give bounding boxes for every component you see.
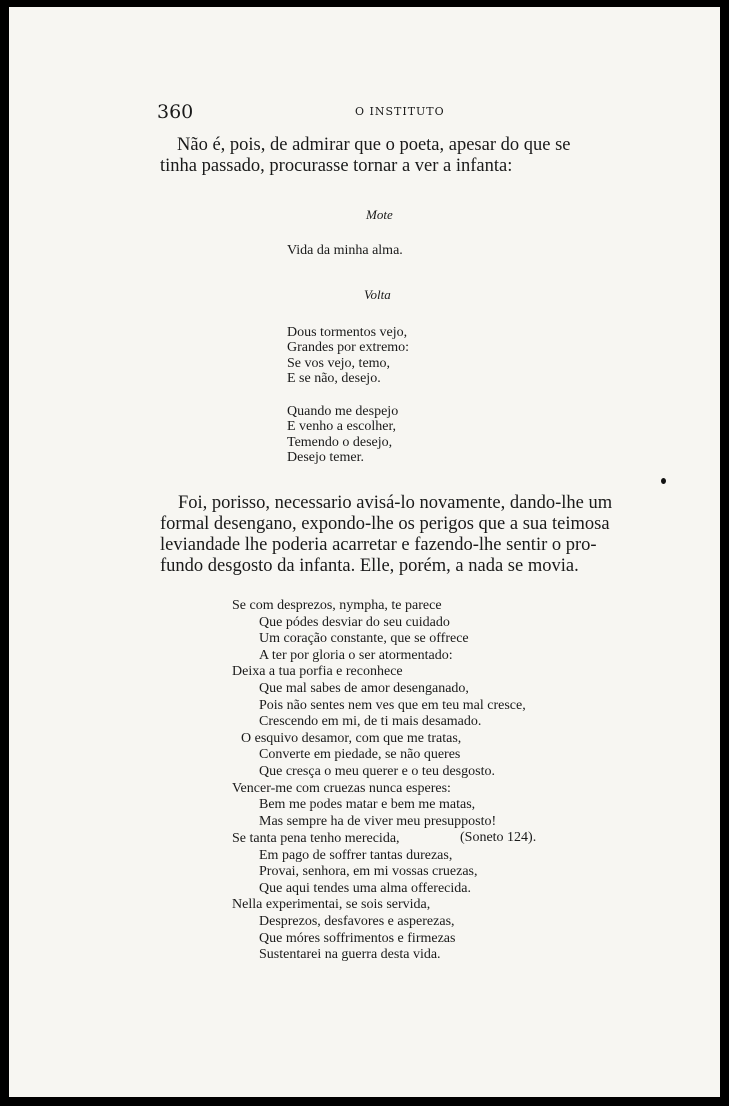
- poem-line: Mas sempre ha de viver meu presupposto!: [259, 813, 497, 829]
- verse-line: Desejo temer.: [287, 449, 364, 465]
- mote-label: Mote: [366, 207, 393, 222]
- poem-line: Nella experimentai, se sois servida,: [232, 897, 431, 913]
- poem-line: Desprezos, desfavores e asperezas,: [259, 913, 455, 929]
- body-paragraph: [160, 493, 612, 577]
- volta-stanza-2: [287, 404, 398, 465]
- text-line: tinha passado, procurasse tornar a ver a infanta:: [160, 156, 513, 176]
- book-page: [9, 7, 720, 1097]
- poem-line: Bem me podes matar e bem me matas,: [259, 797, 476, 813]
- poem-line: Crescendo em mi, de ti mais desamado.: [259, 714, 482, 730]
- verse-line: Temendo o desejo,: [287, 434, 393, 450]
- poem-line: O esquivo desamor, com que me tratas,: [241, 730, 462, 746]
- verse-line: Grandes por extremo:: [287, 340, 410, 356]
- poem-line: Provai, senhora, em mi vossas cruezas,: [259, 864, 478, 880]
- poem-line: A ter por gloria o ser atormentado:: [259, 647, 453, 663]
- text-line: Foi, porisso, necessario avisá-lo novamente, dando-lhe um: [178, 493, 613, 513]
- verse-line: Se vos vejo, temo,: [287, 355, 391, 371]
- verse-line: E se não, desejo.: [287, 370, 381, 386]
- soneto-reference: (Soneto 124).: [460, 830, 537, 846]
- poem-line: Em pago de soffrer tantas durezas,: [259, 847, 453, 863]
- intro-paragraph: [160, 135, 571, 177]
- soneto-poem: [232, 598, 536, 847]
- poem-line: Que cresça o meu querer e o teu desgosto.: [259, 763, 495, 779]
- poem-line: Que aqui tendes uma alma offerecida.: [259, 880, 471, 896]
- poem-line: Se tanta pena tenho merecida,: [232, 831, 400, 846]
- text-line: formal desengano, expondo-lhe os perigos que a sua teimosa: [160, 514, 610, 534]
- poem-line: Que móres soffrimentos e firmezas: [259, 930, 456, 946]
- poem-line: Um coração constante, que se offrece: [259, 631, 469, 647]
- poem-line: Deixa a tua porfia e reconhece: [232, 664, 403, 680]
- volta-stanza-1: [287, 325, 409, 386]
- ink-speck: [661, 478, 666, 484]
- text-line: Não é, pois, de admirar que o poeta, apesar do que se: [177, 135, 571, 155]
- poem-line: Pois não sentes nem ves que em teu mal cresce,: [259, 697, 526, 713]
- running-title: O INSTITUTO: [355, 105, 445, 118]
- text-line: fundo desgosto da infanta. Elle, porém, a nada se movia.: [160, 556, 579, 576]
- poem-line: Converte em piedade, se não queres: [259, 747, 461, 763]
- poem-line: Que mal sabes de amor desenganado,: [259, 680, 469, 696]
- page-number: 360: [157, 101, 194, 123]
- verse-line: Dous tormentos vejo,: [287, 325, 408, 340]
- poem-line: Vencer-me com cruezas nunca esperes:: [232, 780, 451, 796]
- mote-line: Vida da minha alma.: [287, 243, 403, 258]
- volta-label: Volta: [364, 287, 391, 302]
- text-line: leviandade lhe poderia acarretar e fazendo-lhe sentir o pro-: [160, 535, 597, 555]
- poem-line: Sustentarei na guerra desta vida.: [259, 947, 441, 963]
- verse-line: Quando me despejo: [287, 404, 399, 419]
- verse-line: E venho a escolher,: [287, 419, 397, 435]
- poem-line: Que pódes desviar do seu cuidado: [259, 614, 450, 630]
- poem-line: Se com desprezos, nympha, te parece: [232, 598, 442, 613]
- second-poem: [232, 831, 478, 964]
